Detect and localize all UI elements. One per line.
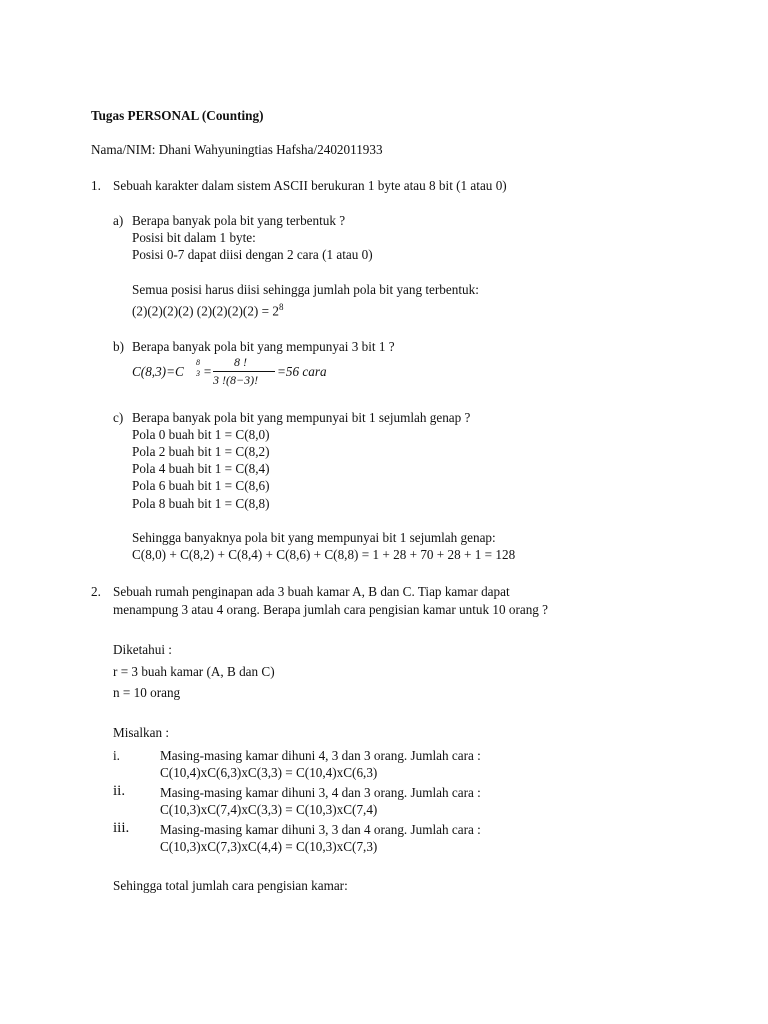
- q1a-line: Posisi bit dalam 1 byte:: [132, 230, 256, 245]
- q1b-denominator: 3 !(8−3)!: [213, 373, 259, 387]
- q2-r-value: r = 3 buah kamar (A, B dan C): [113, 664, 275, 679]
- q2-item-formula: C(10,3)xC(7,3)xC(4,4) = C(10,3)xC(7,3): [160, 839, 378, 854]
- q2-n-value: n = 10 orang: [113, 685, 181, 700]
- q1b-question: Berapa banyak pola bit yang mempunyai 3 bit 1 ?: [132, 339, 395, 354]
- q2-diketahui: Diketahui :: [113, 642, 172, 657]
- q1c-line: Pola 4 buah bit 1 = C(8,4): [132, 461, 270, 476]
- q2-item-formula: C(10,4)xC(6,3)xC(3,3) = C(10,4)xC(6,3): [160, 765, 378, 780]
- q2-closing: Sehingga total jumlah cara pengisian kamar:: [113, 878, 348, 893]
- document-title: Tugas PERSONAL (Counting): [91, 108, 264, 123]
- q1a-summary: Semua posisi harus diisi sehingga jumlah pola bit yang terbentuk:: [132, 282, 479, 297]
- q2-text: Sebuah rumah penginapan ada 3 buah kamar A, B dan C. Tiap kamar dapat: [113, 584, 510, 599]
- q1c-line: Pola 2 buah bit 1 = C(8,2): [132, 444, 270, 459]
- q1b-formula-eq: =: [203, 364, 212, 379]
- q2-item-text: Masing-masing kamar dihuni 4, 3 dan 3 orang. Jumlah cara :: [160, 748, 481, 763]
- q1b-numerator: 8 !: [234, 355, 247, 369]
- q1c-line: Pola 6 buah bit 1 = C(8,6): [132, 478, 270, 493]
- q1a-line: Posisi 0-7 dapat diisi dengan 2 cara (1 atau 0): [132, 247, 373, 262]
- q1b-fraction-bar: [213, 371, 275, 372]
- q1c-result: C(8,0) + C(8,2) + C(8,4) + C(8,6) + C(8,8) = 1 + 28 + 70 + 28 + 1 = 128: [132, 547, 516, 562]
- q1a-equation-text: (2)(2)(2)(2) (2)(2)(2)(2) = 2: [132, 303, 279, 319]
- q2-number: 2.: [91, 584, 101, 599]
- q1b-formula-sub: 3: [196, 369, 200, 378]
- q2-item-number: i.: [113, 748, 120, 763]
- q1b-label: b): [113, 339, 124, 354]
- q1a-question: Berapa banyak pola bit yang terbentuk ?: [132, 213, 346, 228]
- q1c-line: Pola 8 buah bit 1 = C(8,8): [132, 496, 270, 511]
- q1-text: Sebuah karakter dalam sistem ASCII berukuran 1 byte atau 8 bit (1 atau 0): [113, 178, 507, 193]
- name-nim-line: Nama/NIM: Dhani Wahyuningtias Hafsha/2402011933: [91, 142, 383, 157]
- q2-text: menampung 3 atau 4 orang. Berapa jumlah cara pengisian kamar untuk 10 orang ?: [113, 602, 549, 617]
- q2-item-formula: C(10,3)xC(7,4)xC(3,3) = C(10,3)xC(7,4): [160, 802, 378, 817]
- q2-item-number: ii.: [113, 783, 126, 799]
- q1c-question: Berapa banyak pola bit yang mempunyai bit 1 sejumlah genap ?: [132, 410, 471, 425]
- q1b-result: =56 cara: [277, 364, 327, 379]
- q1-number: 1.: [91, 178, 101, 193]
- q1b-formula-sup: 8: [196, 358, 200, 367]
- q1a-equation: [132, 299, 283, 319]
- q1c-line: Pola 0 buah bit 1 = C(8,0): [132, 427, 270, 442]
- q2-item-text: Masing-masing kamar dihuni 3, 3 dan 4 orang. Jumlah cara :: [160, 822, 481, 837]
- q2-item-text: Masing-masing kamar dihuni 3, 4 dan 3 orang. Jumlah cara :: [160, 785, 481, 800]
- q2-misalkan: Misalkan :: [113, 725, 170, 740]
- q1a-exponent: 8: [278, 302, 284, 312]
- q1c-summary: Sehingga banyaknya pola bit yang mempunyai bit 1 sejumlah genap:: [132, 530, 496, 545]
- q1c-label: c): [113, 410, 124, 425]
- q1b-formula-lhs: C(8,3)=C: [132, 364, 184, 379]
- q1a-label: a): [113, 213, 124, 228]
- q2-item-number: iii.: [113, 820, 130, 836]
